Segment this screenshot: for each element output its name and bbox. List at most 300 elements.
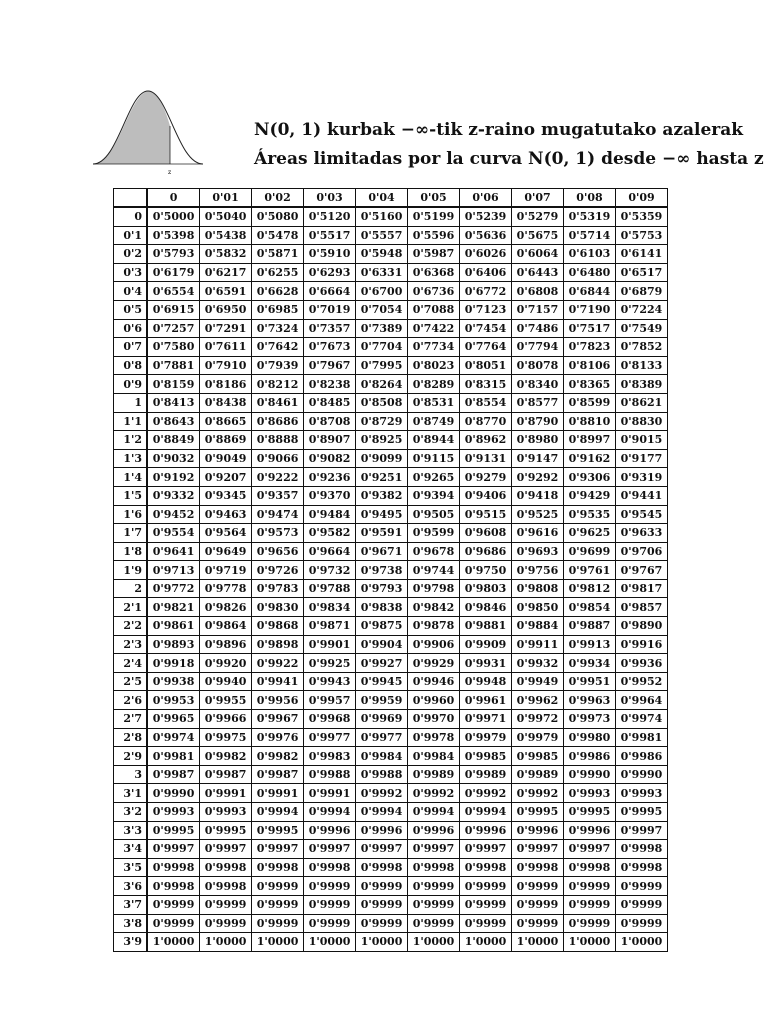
table-cell: 0'8315 bbox=[460, 375, 512, 394]
table-cell: 0'6628 bbox=[252, 282, 304, 301]
table-cell: 0'9980 bbox=[563, 728, 615, 747]
table-cell: 0'9429 bbox=[563, 486, 615, 505]
table-cell: 0'9997 bbox=[460, 840, 512, 859]
table-cell: 0'9846 bbox=[460, 598, 512, 617]
table-cell: 0'9842 bbox=[408, 598, 460, 617]
table-cell: 0'9976 bbox=[252, 728, 304, 747]
row-z-label: 0'4 bbox=[114, 282, 148, 301]
table-cell: 0'9616 bbox=[512, 524, 564, 543]
table-cell: 0'9997 bbox=[252, 840, 304, 859]
table-cell: 0'7823 bbox=[563, 338, 615, 357]
table-cell: 0'9838 bbox=[356, 598, 408, 617]
row-z-label: 3'3 bbox=[114, 821, 148, 840]
table-row bbox=[114, 765, 668, 784]
table-cell: 0'9993 bbox=[563, 784, 615, 803]
table-cell: 0'9719 bbox=[200, 561, 252, 580]
table-cell: 0'9998 bbox=[615, 858, 667, 877]
table-cell: 0'9971 bbox=[460, 710, 512, 729]
table-cell: 0'9955 bbox=[200, 691, 252, 710]
table-cell: 0'9974 bbox=[615, 710, 667, 729]
table-cell: 0'7642 bbox=[252, 338, 304, 357]
table-cell: 0'9946 bbox=[408, 672, 460, 691]
table-cell: 0'9793 bbox=[356, 579, 408, 598]
shaded-area bbox=[93, 91, 170, 164]
table-cell: 0'9265 bbox=[408, 468, 460, 487]
table-cell: 0'8438 bbox=[200, 393, 252, 412]
table-cell: 0'9992 bbox=[512, 784, 564, 803]
table-cell: 0'9997 bbox=[512, 840, 564, 859]
table-row bbox=[114, 412, 668, 431]
table-cell: 0'8531 bbox=[408, 393, 460, 412]
table-cell: 0'9952 bbox=[615, 672, 667, 691]
table-cell: 0'9982 bbox=[252, 747, 304, 766]
table-cell: 0'8365 bbox=[563, 375, 615, 394]
title-basque: N(0, 1) kurbak −∞-tik z-raino mugatutako azalerak bbox=[254, 120, 744, 140]
table-cell: 0'9015 bbox=[615, 431, 667, 450]
title-spanish: Áreas limitadas por la curva N(0, 1) desde −∞ hasta z bbox=[254, 149, 764, 169]
table-cell: 0'6331 bbox=[356, 263, 408, 282]
table-cell: 0'9998 bbox=[408, 858, 460, 877]
table-cell: 0'8869 bbox=[200, 431, 252, 450]
table-cell: 0'9992 bbox=[408, 784, 460, 803]
table-cell: 0'5080 bbox=[252, 207, 304, 226]
table-cell: 0'8340 bbox=[512, 375, 564, 394]
table-row bbox=[114, 728, 668, 747]
table-cell: 0'9999 bbox=[460, 914, 512, 933]
table-cell: 0'6664 bbox=[304, 282, 356, 301]
table-cell: 0'9999 bbox=[200, 914, 252, 933]
table-cell: 0'9974 bbox=[147, 728, 200, 747]
table-cell: 0'8749 bbox=[408, 412, 460, 431]
row-z-label: 0'5 bbox=[114, 300, 148, 319]
table-cell: 0'9920 bbox=[200, 654, 252, 673]
table-cell: 0'9997 bbox=[147, 840, 200, 859]
table-cell: 0'5160 bbox=[356, 207, 408, 226]
table-cell: 0'9999 bbox=[304, 914, 356, 933]
row-z-label: 3'7 bbox=[114, 895, 148, 914]
table-cell: 0'5793 bbox=[147, 245, 200, 264]
row-z-label: 0 bbox=[114, 207, 148, 226]
table-cell: 0'8023 bbox=[408, 356, 460, 375]
table-cell: 0'6950 bbox=[200, 300, 252, 319]
table-row bbox=[114, 282, 668, 301]
table-cell: 0'9982 bbox=[200, 747, 252, 766]
table-row bbox=[114, 691, 668, 710]
table-cell: 0'9985 bbox=[512, 747, 564, 766]
table-row bbox=[114, 672, 668, 691]
row-z-label: 1'8 bbox=[114, 542, 148, 561]
table-cell: 0'9925 bbox=[304, 654, 356, 673]
table-cell: 0'8577 bbox=[512, 393, 564, 412]
table-cell: 0'9998 bbox=[252, 858, 304, 877]
table-cell: 0'7995 bbox=[356, 356, 408, 375]
table-cell: 0'9979 bbox=[512, 728, 564, 747]
table-cell: 0'8238 bbox=[304, 375, 356, 394]
table-cell: 0'9999 bbox=[512, 914, 564, 933]
table-cell: 0'9999 bbox=[615, 895, 667, 914]
table-row bbox=[114, 654, 668, 673]
table-cell: 0'9936 bbox=[615, 654, 667, 673]
table-cell: 0'9382 bbox=[356, 486, 408, 505]
table-cell: 0'9918 bbox=[147, 654, 200, 673]
table-cell: 0'6591 bbox=[200, 282, 252, 301]
table-cell: 0'9981 bbox=[615, 728, 667, 747]
table-cell: 0'7486 bbox=[512, 319, 564, 338]
table-cell: 0'9997 bbox=[615, 821, 667, 840]
table-cell: 0'9826 bbox=[200, 598, 252, 617]
table-cell: 0'9418 bbox=[512, 486, 564, 505]
table-cell: 0'5832 bbox=[200, 245, 252, 264]
table-cell: 0'6141 bbox=[615, 245, 667, 264]
table-cell: 0'9641 bbox=[147, 542, 200, 561]
table-cell: 0'9192 bbox=[147, 468, 200, 487]
table-cell: 0'9977 bbox=[304, 728, 356, 747]
table-cell: 0'5675 bbox=[512, 226, 564, 245]
table-cell: 0'9147 bbox=[512, 449, 564, 468]
table-cell: 0'9943 bbox=[304, 672, 356, 691]
table-cell: 0'9332 bbox=[147, 486, 200, 505]
table-cell: 1'0000 bbox=[200, 933, 252, 952]
table-cell: 0'9998 bbox=[147, 877, 200, 896]
table-cell: 0'9495 bbox=[356, 505, 408, 524]
table-cell: 0'9998 bbox=[460, 858, 512, 877]
table-cell: 1'0000 bbox=[563, 933, 615, 952]
table-cell: 0'7257 bbox=[147, 319, 200, 338]
table-cell: 0'9726 bbox=[252, 561, 304, 580]
row-z-label: 3'9 bbox=[114, 933, 148, 952]
table-cell: 0'9564 bbox=[200, 524, 252, 543]
table-cell: 0'8665 bbox=[200, 412, 252, 431]
table-cell: 0'9995 bbox=[147, 821, 200, 840]
table-row bbox=[114, 840, 668, 859]
table-cell: 0'9999 bbox=[563, 914, 615, 933]
table-cell: 0'9999 bbox=[512, 895, 564, 914]
table-cell: 0'9993 bbox=[147, 803, 200, 822]
table-cell: 0'9236 bbox=[304, 468, 356, 487]
table-cell: 1'0000 bbox=[304, 933, 356, 952]
table-cell: 0'9991 bbox=[200, 784, 252, 803]
table-cell: 0'9998 bbox=[356, 858, 408, 877]
table-row bbox=[114, 598, 668, 617]
table-row bbox=[114, 319, 668, 338]
table-cell: 0'9999 bbox=[408, 914, 460, 933]
table-cell: 0'7910 bbox=[200, 356, 252, 375]
table-cell: 0'5517 bbox=[304, 226, 356, 245]
table-row bbox=[114, 468, 668, 487]
table-cell: 0'9599 bbox=[408, 524, 460, 543]
table-body bbox=[114, 207, 668, 951]
table-cell: 0'8212 bbox=[252, 375, 304, 394]
table-cell: 0'9474 bbox=[252, 505, 304, 524]
table-cell: 0'9999 bbox=[563, 877, 615, 896]
table-cell: 0'8264 bbox=[356, 375, 408, 394]
table-cell: 0'9981 bbox=[147, 747, 200, 766]
table-cell: 0'9960 bbox=[408, 691, 460, 710]
table-cell: 0'9066 bbox=[252, 449, 304, 468]
table-cell: 0'9934 bbox=[563, 654, 615, 673]
table-cell: 0'9996 bbox=[512, 821, 564, 840]
table-cell: 0'9999 bbox=[252, 895, 304, 914]
table-cell: 0'9957 bbox=[304, 691, 356, 710]
table-cell: 0'6700 bbox=[356, 282, 408, 301]
table-cell: 0'6103 bbox=[563, 245, 615, 264]
table-cell: 0'9370 bbox=[304, 486, 356, 505]
table-cell: 0'8643 bbox=[147, 412, 200, 431]
table-cell: 0'9999 bbox=[304, 895, 356, 914]
row-z-label: 3 bbox=[114, 765, 148, 784]
table-cell: 0'8508 bbox=[356, 393, 408, 412]
row-z-label: 2'7 bbox=[114, 710, 148, 729]
table-cell: 0'9901 bbox=[304, 635, 356, 654]
table-row bbox=[114, 914, 668, 933]
table-cell: 1'0000 bbox=[460, 933, 512, 952]
table-cell: 0'9177 bbox=[615, 449, 667, 468]
row-z-label: 0'8 bbox=[114, 356, 148, 375]
table-cell: 0'9803 bbox=[460, 579, 512, 598]
table-cell: 0'6517 bbox=[615, 263, 667, 282]
table-cell: 0'9999 bbox=[563, 895, 615, 914]
table-cell: 0'9706 bbox=[615, 542, 667, 561]
table-cell: 0'9997 bbox=[563, 840, 615, 859]
table-cell: 0'9699 bbox=[563, 542, 615, 561]
table-cell: 0'6772 bbox=[460, 282, 512, 301]
table-cell: 0'9893 bbox=[147, 635, 200, 654]
table-cell: 0'5557 bbox=[356, 226, 408, 245]
table-cell: 0'8980 bbox=[512, 431, 564, 450]
row-z-label: 2'1 bbox=[114, 598, 148, 617]
row-z-label: 2'9 bbox=[114, 747, 148, 766]
table-cell: 0'9999 bbox=[147, 914, 200, 933]
table-row bbox=[114, 747, 668, 766]
table-cell: 0'9998 bbox=[147, 858, 200, 877]
table-cell: 0'9995 bbox=[200, 821, 252, 840]
table-cell: 0'7881 bbox=[147, 356, 200, 375]
table-cell: 0'6064 bbox=[512, 245, 564, 264]
table-cell: 0'9992 bbox=[356, 784, 408, 803]
table-cell: 0'9973 bbox=[563, 710, 615, 729]
table-row bbox=[114, 449, 668, 468]
table-cell: 0'9989 bbox=[512, 765, 564, 784]
table-cell: 0'8925 bbox=[356, 431, 408, 450]
table-cell: 0'9999 bbox=[460, 877, 512, 896]
table-cell: 0'9744 bbox=[408, 561, 460, 580]
table-cell: 0'7967 bbox=[304, 356, 356, 375]
table-cell: 0'6844 bbox=[563, 282, 615, 301]
table-cell: 0'9985 bbox=[460, 747, 512, 766]
table-cell: 0'9953 bbox=[147, 691, 200, 710]
table-cell: 0'5040 bbox=[200, 207, 252, 226]
table-cell: 0'9959 bbox=[356, 691, 408, 710]
table-cell: 0'9671 bbox=[356, 542, 408, 561]
table-row bbox=[114, 579, 668, 598]
table-cell: 0'8849 bbox=[147, 431, 200, 450]
table-cell: 0'9999 bbox=[356, 914, 408, 933]
table-cell: 0'9998 bbox=[200, 858, 252, 877]
table-cell: 1'0000 bbox=[408, 933, 460, 952]
row-z-label: 2'3 bbox=[114, 635, 148, 654]
table-cell: 0'6255 bbox=[252, 263, 304, 282]
table-cell: 0'9082 bbox=[304, 449, 356, 468]
column-header: 0'04 bbox=[356, 189, 408, 208]
table-cell: 0'5596 bbox=[408, 226, 460, 245]
table-cell: 0'9306 bbox=[563, 468, 615, 487]
table-cell: 0'8907 bbox=[304, 431, 356, 450]
table-cell: 0'9988 bbox=[304, 765, 356, 784]
table-cell: 0'9861 bbox=[147, 617, 200, 636]
table-row bbox=[114, 784, 668, 803]
table-cell: 0'9941 bbox=[252, 672, 304, 691]
row-z-label: 1'1 bbox=[114, 412, 148, 431]
table-cell: 0'8106 bbox=[563, 356, 615, 375]
table-cell: 0'9345 bbox=[200, 486, 252, 505]
table-cell: 0'9999 bbox=[512, 877, 564, 896]
table-cell: 0'9713 bbox=[147, 561, 200, 580]
table-cell: 0'8830 bbox=[615, 412, 667, 431]
table-cell: 0'9898 bbox=[252, 635, 304, 654]
table-cell: 0'9750 bbox=[460, 561, 512, 580]
table-cell: 0'9656 bbox=[252, 542, 304, 561]
table-cell: 0'7794 bbox=[512, 338, 564, 357]
table-cell: 0'9525 bbox=[512, 505, 564, 524]
table-cell: 0'9999 bbox=[615, 914, 667, 933]
table-cell: 0'9963 bbox=[563, 691, 615, 710]
table-cell: 0'9554 bbox=[147, 524, 200, 543]
table-cell: 0'8810 bbox=[563, 412, 615, 431]
table-cell: 0'9961 bbox=[460, 691, 512, 710]
table-cell: 0'9890 bbox=[615, 617, 667, 636]
table-cell: 0'9987 bbox=[200, 765, 252, 784]
table-cell: 0'5120 bbox=[304, 207, 356, 226]
table-cell: 0'7454 bbox=[460, 319, 512, 338]
table-cell: 0'5871 bbox=[252, 245, 304, 264]
table-cell: 0'9999 bbox=[356, 877, 408, 896]
table-cell: 0'9999 bbox=[460, 895, 512, 914]
table-cell: 0'9591 bbox=[356, 524, 408, 543]
table-cell: 0'9997 bbox=[304, 840, 356, 859]
table-cell: 0'5714 bbox=[563, 226, 615, 245]
column-header: 0'05 bbox=[408, 189, 460, 208]
table-cell: 0'9994 bbox=[460, 803, 512, 822]
table-cell: 0'9991 bbox=[304, 784, 356, 803]
table-cell: 0'7123 bbox=[460, 300, 512, 319]
table-row bbox=[114, 933, 668, 952]
table-cell: 0'8554 bbox=[460, 393, 512, 412]
table-cell: 0'8461 bbox=[252, 393, 304, 412]
table-cell: 0'9251 bbox=[356, 468, 408, 487]
table-cell: 0'9664 bbox=[304, 542, 356, 561]
table-cell: 0'6406 bbox=[460, 263, 512, 282]
table-cell: 0'9868 bbox=[252, 617, 304, 636]
table-cell: 0'9131 bbox=[460, 449, 512, 468]
table-cell: 0'9948 bbox=[460, 672, 512, 691]
table-cell: 0'9999 bbox=[356, 895, 408, 914]
table-cell: 0'9932 bbox=[512, 654, 564, 673]
table-cell: 0'9778 bbox=[200, 579, 252, 598]
row-z-label: 2'2 bbox=[114, 617, 148, 636]
table-cell: 0'8289 bbox=[408, 375, 460, 394]
table-cell: 0'9996 bbox=[460, 821, 512, 840]
table-cell: 0'9830 bbox=[252, 598, 304, 617]
table-cell: 0'9999 bbox=[200, 895, 252, 914]
row-z-label: 0'6 bbox=[114, 319, 148, 338]
row-z-label: 3'4 bbox=[114, 840, 148, 859]
table-cell: 0'9994 bbox=[304, 803, 356, 822]
table-cell: 0'9821 bbox=[147, 598, 200, 617]
table-row bbox=[114, 300, 668, 319]
table-cell: 0'8888 bbox=[252, 431, 304, 450]
table-row bbox=[114, 542, 668, 561]
table-cell: 0'9997 bbox=[356, 840, 408, 859]
table-cell: 0'9986 bbox=[615, 747, 667, 766]
table-cell: 0'9998 bbox=[563, 858, 615, 877]
table-cell: 0'9984 bbox=[356, 747, 408, 766]
table-cell: 0'8051 bbox=[460, 356, 512, 375]
table-cell: 0'9904 bbox=[356, 635, 408, 654]
table-row bbox=[114, 207, 668, 226]
table-cell: 0'9991 bbox=[252, 784, 304, 803]
table-cell: 0'9049 bbox=[200, 449, 252, 468]
table-cell: 1'0000 bbox=[147, 933, 200, 952]
table-row bbox=[114, 338, 668, 357]
table-row bbox=[114, 356, 668, 375]
table-cell: 0'9978 bbox=[408, 728, 460, 747]
table-cell: 0'9875 bbox=[356, 617, 408, 636]
column-header: 0'07 bbox=[512, 189, 564, 208]
table-cell: 0'7422 bbox=[408, 319, 460, 338]
table-cell: 0'9998 bbox=[200, 877, 252, 896]
table-cell: 0'5910 bbox=[304, 245, 356, 264]
table-cell: 0'9993 bbox=[615, 784, 667, 803]
table-cell: 0'9222 bbox=[252, 468, 304, 487]
table-cell: 0'9995 bbox=[512, 803, 564, 822]
table-cell: 0'9099 bbox=[356, 449, 408, 468]
table-cell: 0'9633 bbox=[615, 524, 667, 543]
table-cell: 0'9783 bbox=[252, 579, 304, 598]
table-cell: 0'9990 bbox=[147, 784, 200, 803]
table-cell: 0'9989 bbox=[460, 765, 512, 784]
table-cell: 0'8686 bbox=[252, 412, 304, 431]
table-cell: 0'8413 bbox=[147, 393, 200, 412]
table-cell: 0'9989 bbox=[408, 765, 460, 784]
table-cell: 0'7611 bbox=[200, 338, 252, 357]
table-cell: 0'9945 bbox=[356, 672, 408, 691]
table-row bbox=[114, 858, 668, 877]
table-cell: 0'9850 bbox=[512, 598, 564, 617]
title-block bbox=[254, 116, 764, 174]
table-cell: 0'9938 bbox=[147, 672, 200, 691]
table-cell: 0'8389 bbox=[615, 375, 667, 394]
table-cell: 0'9999 bbox=[252, 914, 304, 933]
table-cell: 0'9929 bbox=[408, 654, 460, 673]
table-cell: 0'9357 bbox=[252, 486, 304, 505]
table-cell: 0'9990 bbox=[615, 765, 667, 784]
column-header: 0'08 bbox=[563, 189, 615, 208]
table-cell: 0'9887 bbox=[563, 617, 615, 636]
row-z-label: 3'6 bbox=[114, 877, 148, 896]
table-cell: 0'6443 bbox=[512, 263, 564, 282]
table-cell: 0'9964 bbox=[615, 691, 667, 710]
table-cell: 0'8186 bbox=[200, 375, 252, 394]
table-row bbox=[114, 431, 668, 450]
row-z-label: 2'4 bbox=[114, 654, 148, 673]
column-header: 0'06 bbox=[460, 189, 512, 208]
table-cell: 0'5279 bbox=[512, 207, 564, 226]
table-row bbox=[114, 561, 668, 580]
table-row bbox=[114, 635, 668, 654]
table-cell: 0'9995 bbox=[563, 803, 615, 822]
normal-curve-figure bbox=[88, 86, 208, 176]
row-z-label: 1'3 bbox=[114, 449, 148, 468]
